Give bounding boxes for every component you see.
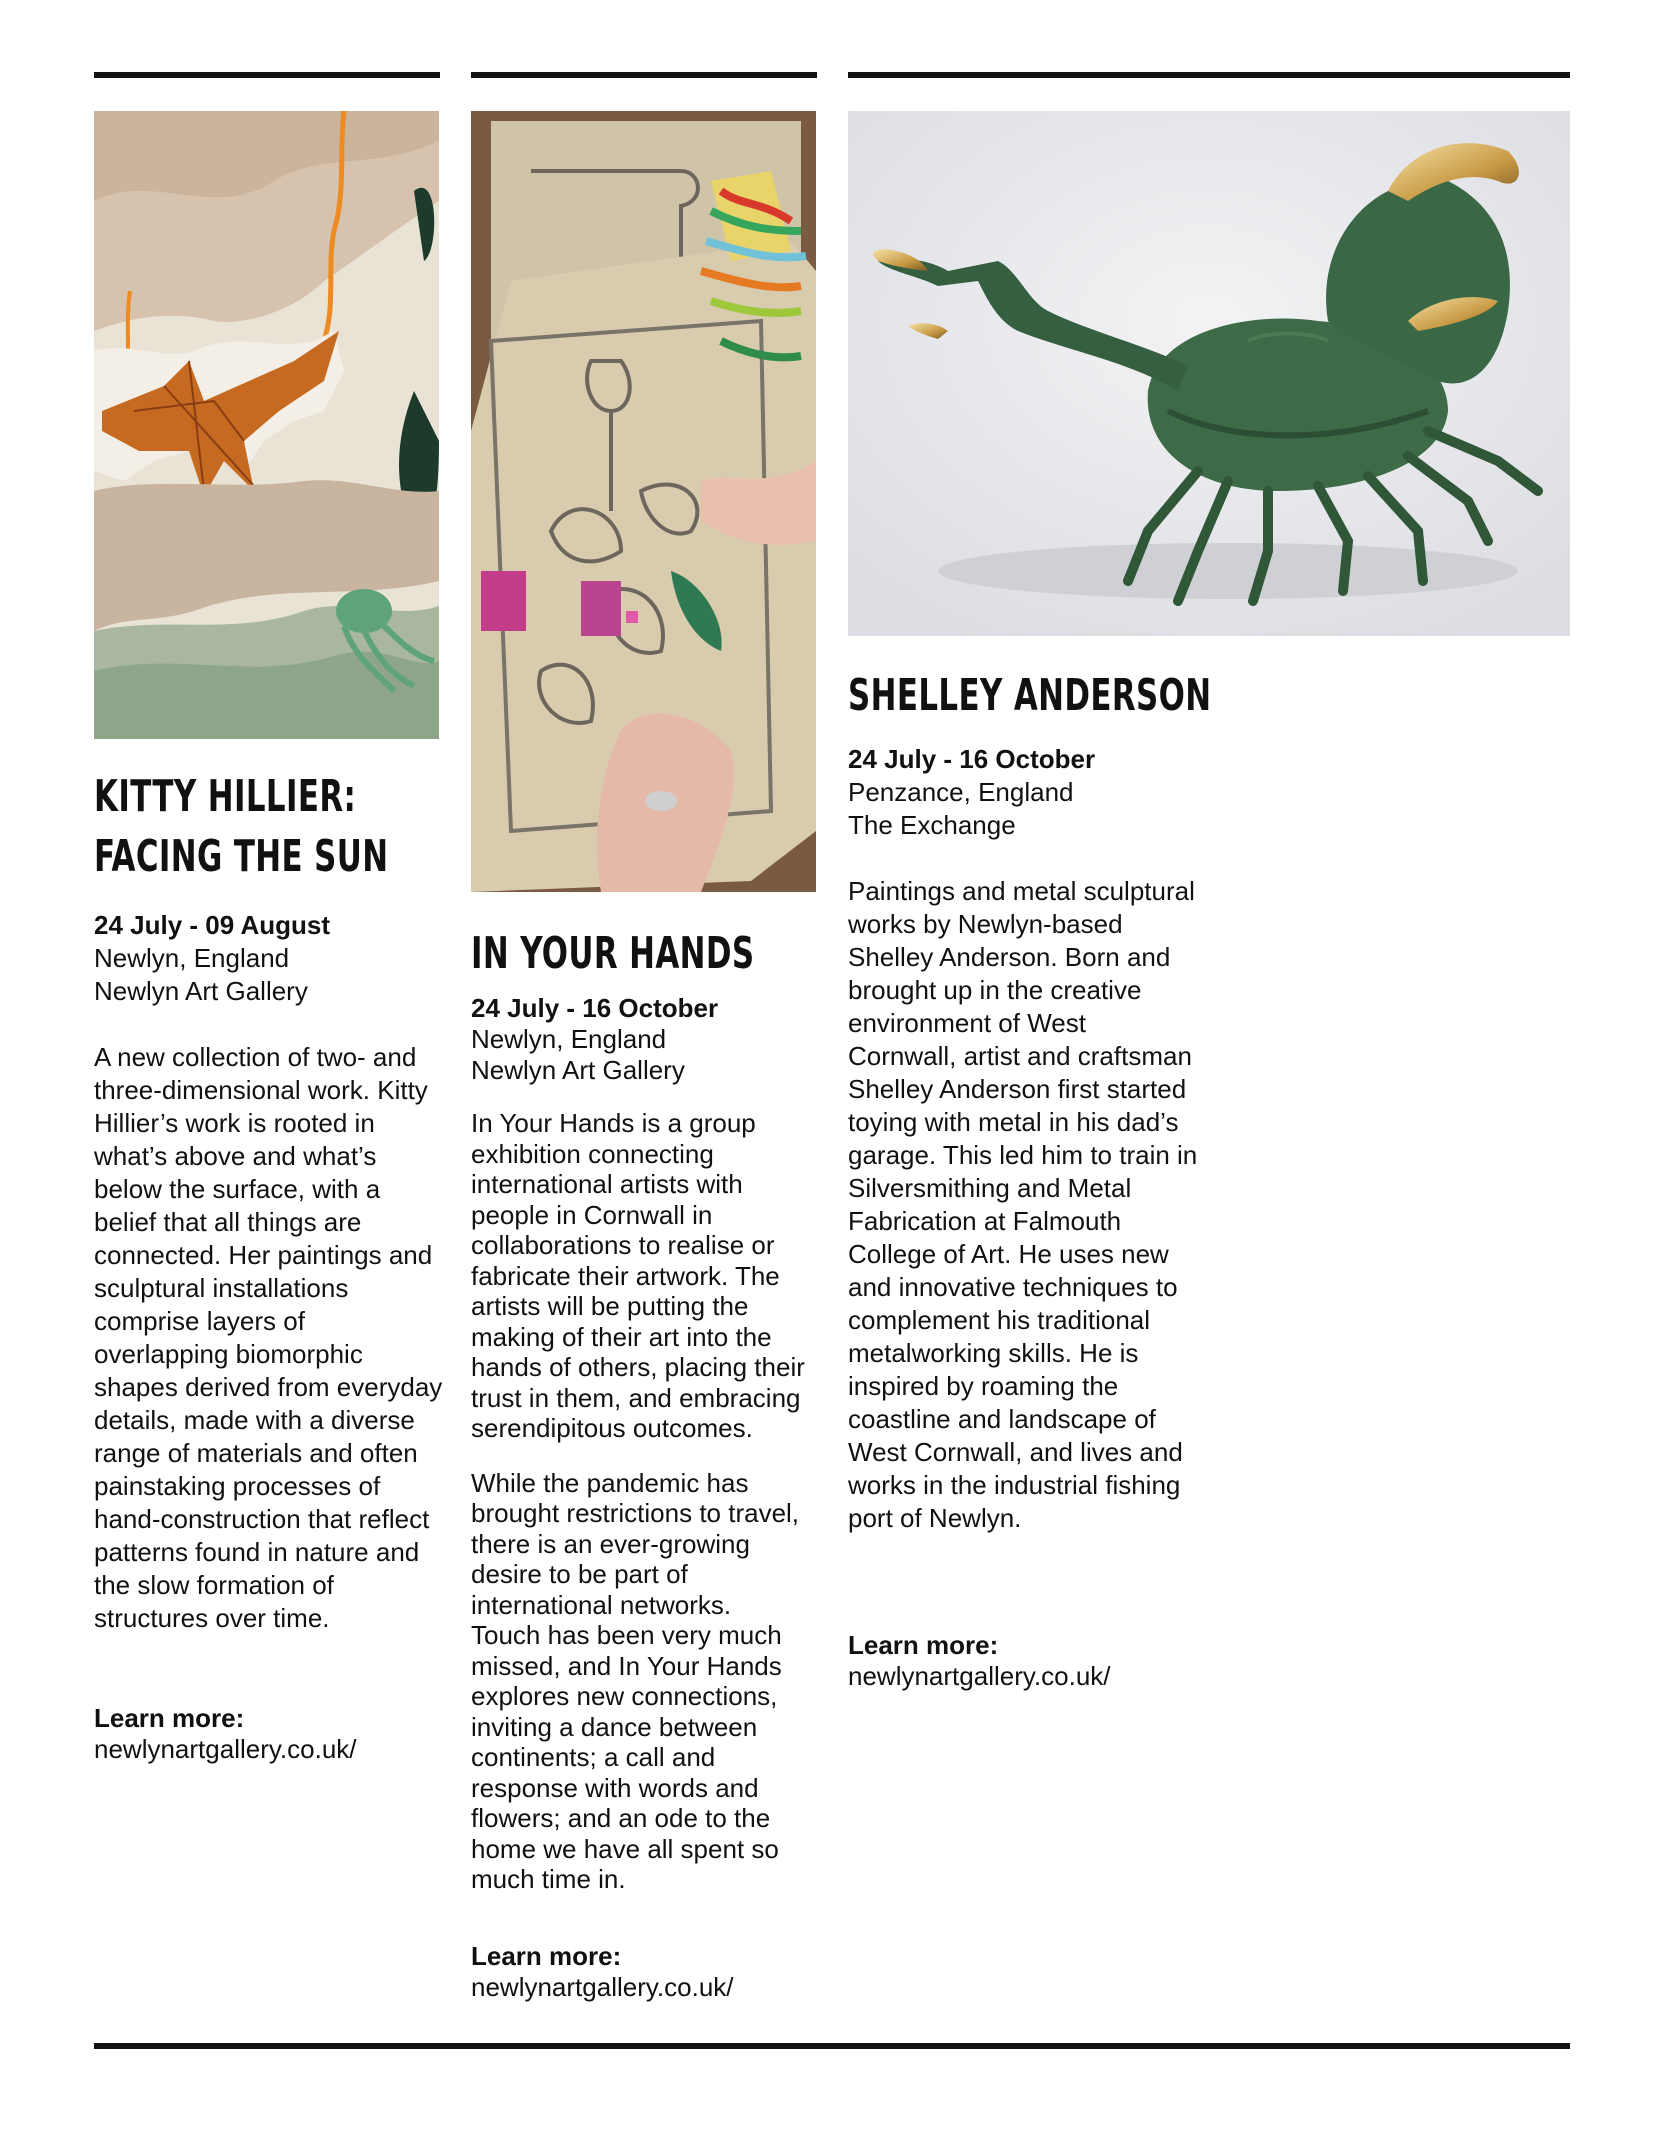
learn-more-shelley-anderson bbox=[848, 1630, 1194, 1692]
event-location: Newlyn, England bbox=[94, 943, 290, 973]
gallery-link[interactable]: newlynartgallery.co.uk/ bbox=[94, 1734, 357, 1764]
event-details-kitty-hillier bbox=[94, 909, 440, 1008]
learn-more-label: Learn more: bbox=[471, 1941, 622, 1971]
event-date: 24 July - 16 October bbox=[848, 744, 1096, 774]
article-body-shelley-anderson bbox=[848, 875, 1200, 1559]
top-rule-col2 bbox=[471, 72, 817, 78]
event-venue: The Exchange bbox=[848, 810, 1016, 840]
title-line: IN YOUR HANDS bbox=[471, 928, 755, 979]
learn-more-kitty-hillier bbox=[94, 1703, 440, 1765]
title-line: FACING THE SUN bbox=[94, 831, 389, 882]
learn-more-label: Learn more: bbox=[848, 1630, 999, 1660]
artwork-image-shelley-anderson bbox=[848, 111, 1570, 636]
event-venue: Newlyn Art Gallery bbox=[471, 1055, 685, 1085]
body-paragraph: In Your Hands is a group exhibition connecting international artists with people in Cornwall in collaborations to realise or fabricate their artwork. The artists will be putting the making of their art into the hands of others, placing their trust in them, and embracing serendipitous outcomes. bbox=[471, 1108, 805, 1443]
learn-more-in-your-hands bbox=[471, 1941, 817, 2003]
article-title-in-your-hands bbox=[471, 924, 755, 984]
event-details-shelley-anderson bbox=[848, 743, 1248, 842]
top-rule-col1 bbox=[94, 72, 440, 78]
event-location: Penzance, England bbox=[848, 777, 1074, 807]
article-body-in-your-hands bbox=[471, 1108, 806, 1919]
article-title-kitty-hillier bbox=[94, 767, 388, 887]
gallery-link[interactable]: newlynartgallery.co.uk/ bbox=[471, 1972, 734, 2002]
body-paragraph: A new collection of two- and three-dimensional work. Kitty Hillier’s work is rooted in what’s above and what’s below the surface, with a belief that all things are connected. Her paintings and sculptural installations comprise layers of overlapping biomorphic shapes derived from everyday details, made with a diverse range of materials and often painstaking processes of hand-construction that reflect patterns found in nature and the slow formation of structures over time. bbox=[94, 1042, 443, 1633]
artwork-image-in-your-hands bbox=[471, 111, 816, 892]
learn-more-label: Learn more: bbox=[94, 1703, 245, 1733]
article-body-kitty-hillier bbox=[94, 1041, 444, 1659]
title-line: KITTY HILLIER: bbox=[94, 771, 357, 822]
event-venue: Newlyn Art Gallery bbox=[94, 976, 308, 1006]
event-details-in-your-hands bbox=[471, 993, 817, 1086]
gallery-link[interactable]: newlynartgallery.co.uk/ bbox=[848, 1661, 1111, 1691]
body-paragraph: While the pandemic has brought restrictions to travel, there is an ever-growing desire to be part of international networks. Touch has been very much missed, and In Your Hands explores new connections, inviting a dance between continents; a call and response with words and flowers; and an ode to the home we have all spent so much time in. bbox=[471, 1467, 800, 1894]
bottom-rule bbox=[94, 2043, 1570, 2049]
event-date: 24 July - 16 October bbox=[471, 993, 719, 1023]
event-date: 24 July - 09 August bbox=[94, 910, 330, 940]
top-rule-col3 bbox=[848, 72, 1570, 78]
article-title-shelley-anderson bbox=[848, 666, 1212, 726]
artwork-image-kitty-hillier bbox=[94, 111, 439, 739]
body-paragraph: Paintings and metal sculptural works by Newlyn-based Shelley Anderson. Born and brought up in the creative environment of West Cornwall, artist and craftsman Shelley Anderson first started toying with metal in his dad’s garage. This led him to train in Silversmithing and Metal Fabrication at Falmouth College of Art. He uses new and innovative techniques to complement his traditional metalworking skills. He is inspired by roaming the coastline and landscape of West Cornwall, and lives and works in the industrial fishing port of Newlyn. bbox=[848, 876, 1198, 1533]
event-location: Newlyn, England bbox=[471, 1024, 667, 1054]
title-line: SHELLEY ANDERSON bbox=[848, 670, 1212, 721]
